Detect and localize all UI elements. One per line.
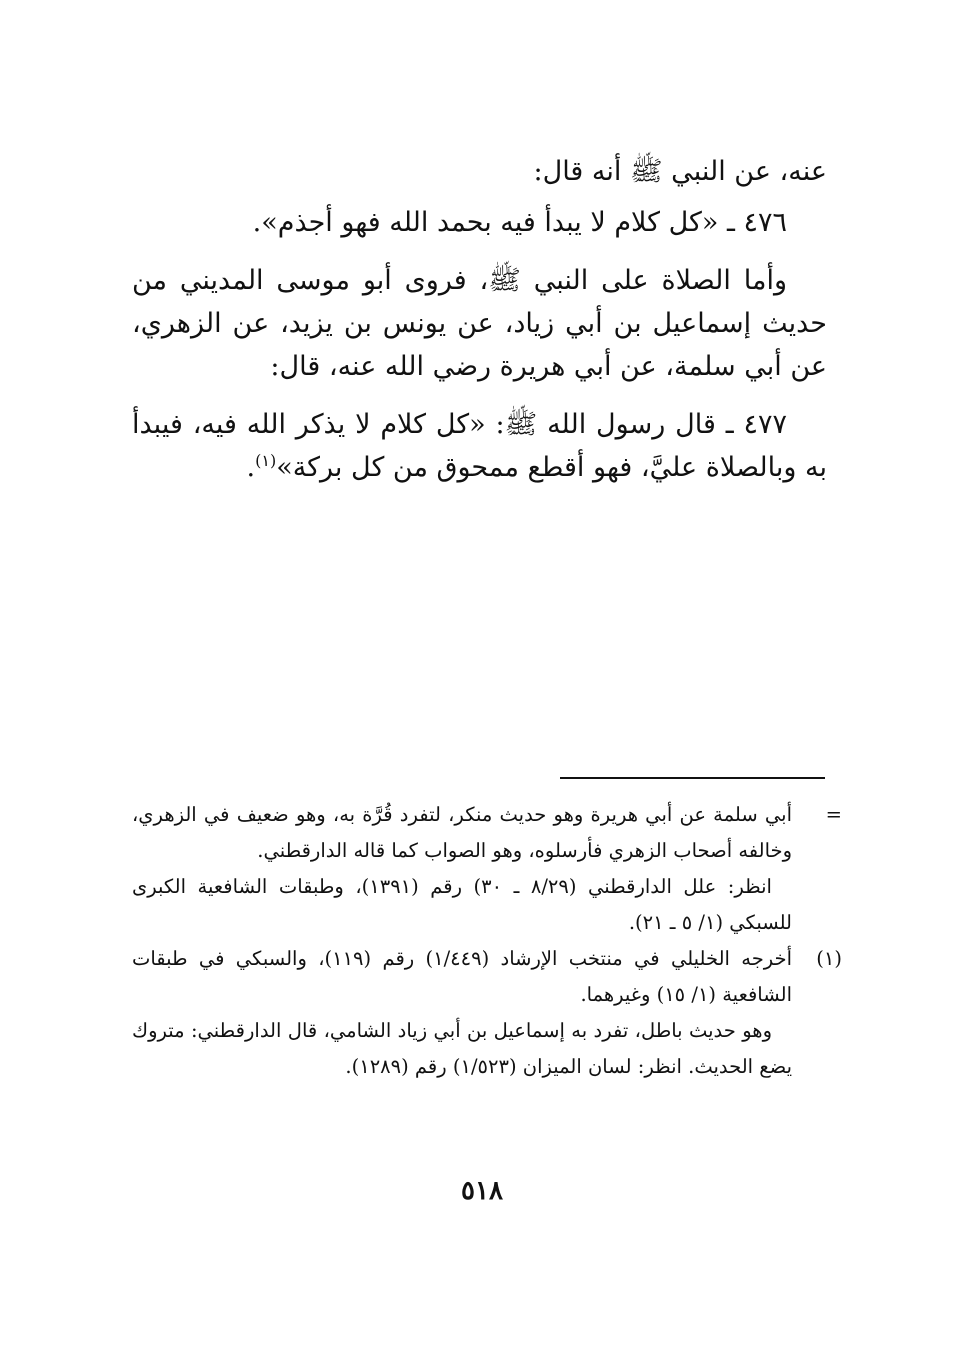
footnote-1-note: وهو حديث باطل، تفرد به إسماعيل بن أبي زياد الشامي، قال الدارقطني: متروك يضع الحديث. انظر: لسان الميزان (١/٥٢٣) رقم (١٢٨٩). <box>132 1019 792 1078</box>
hadith-476: ٤٧٦ ـ «كل كلام لا يبدأ فيه بحمد الله فهو أجذم». <box>252 207 787 238</box>
footnote-divider <box>560 777 825 779</box>
footnote-1 <box>132 941 842 1085</box>
footnote-1-marker: (١) <box>816 947 842 970</box>
continuation-reference: انظر: علل الدارقطني (٨/٢٩ ـ ٣٠) رقم (١٣٩١)، وطبقات الشافعية الكبرى للسبكي (١/ ٥ ـ ٢١). <box>132 875 792 934</box>
hadith-477 <box>132 403 827 489</box>
main-text-body <box>132 150 827 504</box>
salat-paragraph: وأما الصلاة على النبي ﷺ، فروى أبو موسى المديني من حديث إسماعيل بن أبي زياد، عن يونس بن يزيد، عن الزهري، عن أبي سلمة، عن أبي هريرة رضي الله عنه، قال: <box>132 265 827 382</box>
continuation-marker: = <box>825 803 842 826</box>
hadith-477-end: . <box>246 452 256 483</box>
footnote-ref-1[interactable]: (١) <box>255 451 277 470</box>
continuation-text: أبي سلمة عن أبي هريرة وهو حديث منكر، لتفرد قُرَّة به، وهو ضعيف في الزهري، وخالفه أصحاب الزهري فأرسلوه، وهو الصواب كما قاله الدارقطني. <box>132 803 792 862</box>
hadith-477-text: ٤٧٧ ـ قال رسول الله ﷺ: «كل كلام لا يذكر الله فيه، فيبدأ به وبالصلاة عليَّ، فهو أقطع ممحوق من كل بركة» <box>132 409 827 483</box>
footnotes-section <box>132 797 842 1085</box>
intro-line: عنه، عن النبي ﷺ أنه قال: <box>533 156 827 187</box>
page-number: ٥١٨ <box>461 1176 503 1206</box>
footnote-1-text: أخرجه الخليلي في منتخب الإرشاد (١/٤٤٩) رقم (١١٩)، والسبكي في طبقات الشافعية (١/ ١٥) وغيرهما. <box>132 947 793 1006</box>
footnote-continuation <box>132 797 842 941</box>
